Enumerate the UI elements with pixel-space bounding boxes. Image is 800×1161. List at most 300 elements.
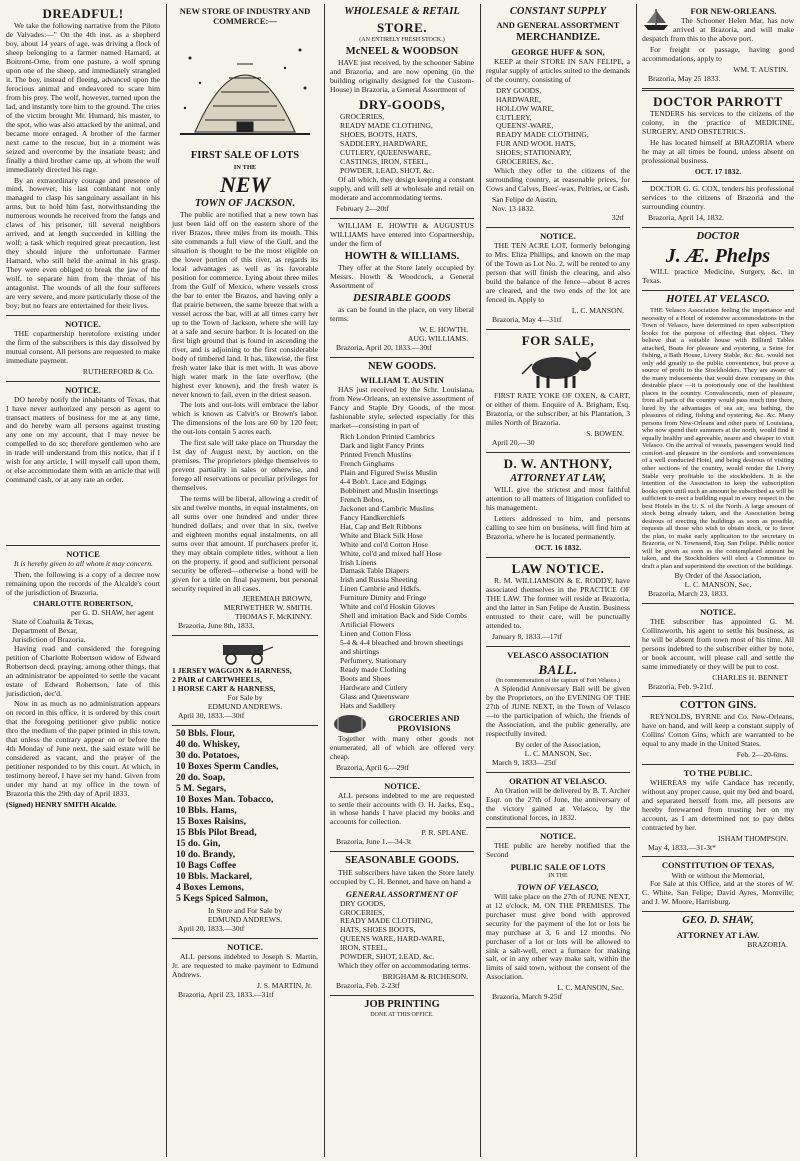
parrott-date: OCT. 17 1832.	[694, 166, 742, 176]
howth-signature-2: AUG. WILLIAMS.	[408, 334, 468, 344]
divider	[330, 777, 474, 778]
cotton-gins-ad	[642, 700, 794, 760]
provisions-footer: In Store and For Sale by	[207, 906, 283, 916]
lots-signature-2: MERIWETHER W. SMITH.	[223, 603, 312, 613]
anthony-body: WILL give the strictest and most faithful attention to all matters of litigation confided to his management.	[486, 485, 630, 513]
column-2	[168, 4, 322, 1157]
divider	[642, 181, 794, 182]
lots-body-2: The lots and out-lots will embrace the labor which is known as Calvit's or Brown's labor. The dimensions of the lots are 60 by 120 feet; the out-lots contain 5 acres each.	[172, 400, 318, 437]
divider	[330, 218, 474, 219]
divider	[486, 227, 630, 228]
howth-date: Brazoria, April 20, 1833.—30tf	[336, 343, 432, 353]
wagon-line-3: 1 HORSE CART & HARNESS,	[172, 684, 276, 694]
column-rule	[166, 4, 167, 1157]
constitution-title: CONSTITUTION OF TEXAS,	[661, 860, 775, 871]
shaw-location: BRAZORIA.	[747, 939, 788, 949]
wholesale-goods-item: CASTINGS, IRON, STEEL,	[340, 157, 428, 167]
ten-acre-body: THE TEN ACRE LOT, formerly belonging to Mrs. Eliza Phillips, and known on the map of the Town as Lot No. 2, will be rented to any person that will finish the clearing, and also build the balance of the fence—about 8 acres are cleared, and the two ends of the lot are fenced in. Apply to	[486, 240, 630, 304]
jackson-lots-ad	[172, 150, 318, 631]
constant-supply-item: QUEENS'-WARE,	[496, 121, 554, 131]
dreadful-title: DREADFUL!	[42, 6, 124, 21]
lots-signature-3: THOMAS F. McKINNY.	[235, 612, 312, 622]
notice-3-loc-1: State of Coahuila & Texas,	[12, 616, 94, 626]
notice-3	[6, 549, 160, 810]
new-goods-item: Printed French Muslins	[340, 450, 412, 460]
constant-supply-date-1: San Felipe de Austin,	[492, 195, 557, 205]
seasonable-list	[330, 900, 474, 963]
new-goods-item: Perfumery, Stationary	[340, 656, 407, 665]
public-lots-ad	[486, 831, 630, 1002]
seasonable-item: GROCERIES,	[340, 907, 385, 917]
hotel-velasco-order: By Order of the Association,	[674, 571, 762, 581]
new-orleans-title: FOR NEW-ORLEANS.	[690, 6, 777, 16]
new-goods-item: Damask Table Diapers	[340, 566, 409, 576]
column-rule	[636, 4, 637, 1157]
to-the-public-body: WHEREAS my wife Candace has recently, without any proper cause, quit my bed and board, and separated herself from me, all persons are hereby forewarned from trusting her on my account, as I am determined not to pay debts contracted by her.	[642, 777, 794, 832]
new-goods-item: White and col'd Cotton Hose	[340, 539, 428, 549]
divider	[642, 88, 794, 91]
for-sale-signature: S. BOWEN.	[586, 428, 624, 438]
velasco-ball-body: A Splendid Anniversary Ball will be given by the Proprietors, on the EVENING OF THE 27th of JUNE NEXT, in the Town of Velasco—to the participation of which, the friends of the Association, and the public generally, are respectfully invited.	[486, 684, 630, 739]
howth-williams-ad	[330, 222, 474, 353]
new-goods-item: Glass and Queensware	[340, 691, 410, 701]
notice-3-body-3: Now in as much as no administration appears on record in this office, it is ordered by this court that the foregoing petitioner give public notice thro the medium of the paper printed in this town, that unless the contrary appear on or before the 4th Monday of June next, the said estate will be considered as vacant, and the prayer of the petitioner responded to by this court. At which, in testimony hereof, I have set my hand. Given from under my hand at my office in the town of Brazoria this the 29th day of April 1833.	[6, 699, 160, 798]
to-the-public-signature: ISHAM THOMPSON.	[718, 833, 788, 843]
divider	[642, 696, 794, 697]
to-the-public-title: TO THE PUBLIC.	[683, 767, 753, 778]
notice-1	[6, 319, 160, 377]
splane-notice-date: Brazoria, June 1.—34-3t	[336, 837, 412, 847]
wholesale-title-1: WHOLESALE & RETAIL	[344, 6, 460, 17]
divider	[642, 603, 794, 604]
notice-1-signature: RUTHERFORD & Co.	[82, 366, 154, 376]
public-lots-in: IN THE	[548, 872, 568, 879]
divider	[330, 995, 474, 996]
cotton-gins-body: REYNOLDS, BYRNE and Co. New-Orleans, have on hand, and will keep a constant supply of Collins' Cotton Gins, which are warranted to be equal to any made in the United States.	[642, 712, 794, 748]
dreadful-body-2: By an extraordinary courage and presence of mind, however, his last combatant not only managed to clasp his sanguinary assailant in his arms, but to hold him fast, notwithstanding the numerous wounds he received from the fangs and claws of his prisoner, till several neighbors arrived, and at length succeeded in killing the wolf; a task which required great precaution, lest they should injure the unfortunate Farmer Hamard, who still held the animal in his grasp. They were even obliged to break the jaw of the wolf, to separate him from the throat of his antagonist. The wounds of all the four sufferers are very severe, and more particularly those of the boy; but no fears are entertained for their lives.	[6, 175, 160, 310]
wholesale-goods-item: READY MADE CLOTHING,	[340, 121, 433, 131]
seasonable-signature: BRIGHAM & RICHESON.	[382, 972, 468, 982]
new-goods-item: White and Black Silk Hose	[340, 530, 423, 540]
seasonable-item: READY MADE CLOTHING,	[340, 916, 433, 926]
divider	[486, 646, 630, 647]
for-sale-ad	[486, 333, 630, 448]
notice-2	[6, 385, 160, 486]
phelps-ad	[642, 231, 794, 286]
martin-notice	[172, 942, 318, 1000]
notice-3-loc-2: Department of Bexar,	[12, 625, 78, 635]
job-printing-title: JOB PRINTING	[364, 999, 440, 1011]
velasco-ball-title-2: BALL.	[538, 661, 578, 677]
divider	[486, 557, 630, 558]
constant-supply-num: 32tf	[611, 212, 624, 222]
velasco-ball-date: March 9, 1833—25tf	[492, 758, 557, 767]
law-notice-date: January 8, 1833.—17tf	[492, 632, 563, 641]
wagon-line-4: For Sale by	[227, 693, 263, 703]
splane-notice-signature: P. R. SPLANE.	[421, 828, 468, 838]
barrel-icon	[330, 713, 370, 735]
divider	[642, 290, 794, 291]
new-goods-item: Plain and Figured Swiss Muslin	[340, 467, 438, 477]
divider	[6, 315, 160, 316]
provisions-item: 10 Bbls. Mackarel,	[176, 872, 252, 883]
cotton-gins-date: Feb. 2—20-6ms.	[736, 749, 788, 759]
seasonable-item: HATS, SHOES BOOTS,	[340, 925, 416, 935]
wholesale-firm: McNEEL & WOODSON	[345, 45, 459, 57]
lots-body-3: The first sale will take place on Thursday the 1st day of August next, by auction, on the premises. The proprietors pledge themselves to prevent partiality in sales or otherwise, and forego all reservations or peculiar privileges for themselves.	[172, 438, 318, 493]
new-orleans-signature: WM. T. AUSTIN.	[733, 64, 788, 74]
ten-acre-notice	[486, 231, 630, 325]
lots-title-2: IN THE	[233, 164, 257, 172]
constant-supply-item: HARDWARE,	[496, 94, 541, 104]
new-goods-item: Jackonet and Cambric Muslins	[340, 503, 434, 513]
howth-firm: HOWTH & WILLIAMS.	[344, 250, 460, 262]
cox-date: Brazoria, April 14, 1832.	[648, 212, 724, 222]
new-orleans-body: The Schooner Helen Mar, has now arrived at Brazoria, and will make despatch from this to the above port.	[642, 16, 794, 43]
ship-icon	[642, 7, 670, 31]
provisions-item: 5 Kegs Spiced Salmon,	[176, 894, 268, 905]
lots-body-4: The terms will be liberal, allowing a credit of six and twelve months, in equal instalments, on all sums over one hundred and under three hundred dollars; and over that in six, twelve and eighteen months equal instalments, on all sums over that amount. If purchasers prefer it, they may obtain complete titles, without a lien on the property, if good and sufficient personal security be offered—otherwise a bond will be given for a title on final payment, but personal security required in all cases.	[172, 493, 318, 593]
lots-title-3: NEW	[219, 172, 271, 198]
public-lots-title-3: TOWN OF VELASCO,	[517, 881, 599, 892]
constant-supply-item: DRY GOODS,	[496, 85, 542, 95]
parrott-body: TENDERS his services to the citizens of the colony, in the practice of MEDICINE, SURGERY, AND OBSTETRICS.	[642, 109, 794, 136]
velasco-ball-ad	[486, 650, 630, 768]
constant-supply-date-2: Nov. 13 1832.	[492, 204, 535, 214]
bennet-notice-body: THE subscriber has appointed G. M. Collinsworth, his agent to settle his business, as he will be absent from town most of his time. All persons indebted to the subscriber either by note, or book account, will please call and settle the same immediately or they will be put to cost.	[642, 617, 794, 671]
beehive-illustration	[175, 28, 315, 146]
column-rule	[480, 4, 481, 1157]
new-goods-item: White and col'd Hoskin Gloves	[340, 602, 436, 612]
new-goods-list	[330, 433, 474, 711]
martin-notice-title: NOTICE.	[227, 942, 263, 953]
divider	[486, 329, 630, 330]
anthony-ad	[486, 456, 630, 553]
anthony-body-2: Letters addressed to him, and persons calling to see him on business, will find him at Brazoria, where he is located permanently.	[486, 514, 630, 542]
provisions-item: 15 Boxes Raisins,	[176, 817, 246, 828]
martin-notice-body: ALL persons indebted to Joseph S. Martin, Jr. are requested to make payment to Edmund Andrews.	[172, 952, 318, 980]
lots-title-1: FIRST SALE OF LOTS	[190, 150, 300, 162]
new-goods-item: Bobbinett and Muslin Insertings	[340, 485, 439, 495]
hotel-velasco-body: THE Velasco Association feeling the importance and necessity of a Hotel of extensive accommodations in the Town of Velasco, have determined to open subscription books for the purpose of effecting that object. They believe that a suitable house with Billiard Tables attached, Boats for pleasure and oystering, a Seine for fishing, a Bath House, Livery Stable, &c. &c. would not only add greatly to the public convenience, but prove a source of profit to the Stockholders. They are aware of the many inducements that would draw company to this desirable place —it is notoriously one of the healthiest places in the country. Convalescents, men of pleasure, from all parts of the country would pass much time there, lured by the advantages of sea air, sea bathing, the pleasures of riding, fishing and oystering, &c. &c. Many persons from New-Orleans and other parts of Louisiana, who now spend their summers at the north, would find it equally healthy and agreeable, nearer and cheaper to visit Velasco. On the arrival of vessels, passengers would find comfort and pleasure in the comforts and conveniences of a well conducted Hotel, and being desirous of visiting other sections of the country, would render the Livery Stable very profitable to the stockholders. It is the intention of the Association to keep the subscription books open until such an amount be subscribed as will be sufficient to erect a building equal in every respect to the best Hotels in the U. S. of the North. A large amount of stock being already taken, and the Association being desirous of erecting the buildings as soon as possible, requests all those who wish to obtain stock, or to favor the plan, to make early application to the secretary in Brazoria, or N. Townsend, Esq. San Felipe. Public notice will be given as soon as the contemplated amount be taken, and the Stockholders will elect a Committee to draft a plan and superintend the erection of the buildings.	[642, 307, 794, 570]
phelps-title-1: DOCTOR	[696, 230, 740, 242]
provisions-item: 10 Bags Coffee	[176, 861, 237, 872]
wholesale-goods-item: SHOES, BOOTS, HATS,	[340, 130, 418, 140]
wagon-signature: EDMUND ANDREWS.	[207, 702, 283, 712]
constitution-subtitle: With or without the Memorial,	[671, 870, 765, 880]
divider	[486, 772, 630, 773]
provisions-item: 15 do. Gin,	[176, 839, 221, 850]
shaw-subtitle: ATTORNEY AT LAW.	[676, 929, 760, 940]
splane-notice-body: ALL persons indebted to me are requested to settle their accounts with O. H. Jacks, Esq., in whose hands I have placed my books and accounts for collection.	[330, 790, 474, 827]
ox-illustration	[518, 350, 598, 390]
new-goods-item: Shell and imitation Back and Side Combs	[340, 611, 467, 621]
seasonable-body-2: Which they offer on accommodating terms.	[338, 961, 471, 971]
new-goods-body-2: Together with many other goods not enumerated, all of which are offered very cheap.	[330, 733, 474, 761]
constant-supply-title-2: AND GENERAL ASSORTMENT	[496, 20, 620, 31]
seasonable-item: QUEENS WARE, HARD-WARE,	[340, 934, 445, 944]
notice-3-lead: It is hereby given to all whom it may concern.	[14, 559, 153, 569]
new-goods-body: HAS just received by the Schr. Louisiana, from New-Orleans, an extensive assortment of Fancy and Staple Dry Goods, of the most fashionable style, selected especially for this market—consisting in part of	[330, 385, 474, 431]
divider	[172, 635, 318, 636]
provisions-item: 10 do. Brandy,	[176, 850, 236, 861]
public-lots-signature: L. C. MANSON, Sec.	[557, 983, 624, 993]
wholesale-goods-item: GROCERIES,	[340, 112, 385, 122]
new-goods-item: Artificial Flowers	[340, 620, 395, 630]
wagon-line-2: 2 PAIR of CARTWHEELS,	[172, 675, 262, 685]
wholesale-goods-item: SADDLERY, HARDWARE,	[340, 139, 428, 149]
constant-supply-body-2: Which they offer to the citizens of the surrounding country, at reasonable prices, for Cows and Calves, Bees'-wax, Peltries, or Cash.	[486, 166, 630, 194]
for-sale-title: FOR SALE,	[521, 332, 595, 348]
cox-body: DOCTOR G. G. COX, tenders his professional services to the citizens of Brazoria and the surrounding country.	[642, 183, 794, 211]
hotel-velasco-date: Brazoria, March 23, 1833.	[648, 589, 729, 599]
for-sale-date: April 20.—30	[492, 437, 535, 447]
wholesale-goods-list	[330, 113, 474, 176]
new-goods-name: WILLIAM T. AUSTIN	[360, 375, 444, 386]
bennet-notice	[642, 607, 794, 692]
ten-acre-signature: L. C. MANSON.	[571, 305, 624, 315]
anthony-title: D. W. ANTHONY,	[503, 455, 613, 471]
seasonable-item: IRON, STEEL,	[340, 943, 388, 953]
ten-acre-date: Brazoria, May 4—31tf	[492, 314, 562, 324]
velasco-ball-signature: L. C. MANSON, Sec.	[524, 749, 592, 759]
constant-supply-list	[486, 87, 630, 168]
constant-supply-item: HOLLOW WARE,	[496, 103, 554, 113]
wholesale-body: HAVE just received, by the schooner Sabine and Brazoria, and are now opening (in the building originally designed for the Custom-House) in Brazoria, a General Assortment of	[330, 58, 474, 95]
wagon-date: April 30, 1833.—30tf	[178, 711, 245, 721]
job-printing-subtitle: DONE AT THIS OFFICE.	[370, 1012, 434, 1019]
seasonable-title: SEASONABLE GOODS.	[345, 855, 459, 867]
hotel-velasco-title: HOTEL AT VELASCO.	[666, 293, 770, 305]
public-lots-title: NOTICE.	[540, 830, 576, 841]
new-goods-date: Brazoria, April 6.—29tf	[336, 762, 409, 772]
notice-3-body-2: Having read and considered the foregoing petition of Charlotte Robertson widow of Edward Robertson decd. praying, among other things, that an administrator be appointed to settle the vacant estate of Edward Robertson, late of this jurisdiction, dec'd.	[6, 643, 160, 698]
wagon-illustration	[215, 639, 275, 665]
seasonable-goods-ad	[330, 855, 474, 991]
constitution-ad	[642, 860, 794, 907]
column-1	[2, 4, 164, 1157]
new-orleans-ad	[642, 6, 794, 84]
column-4	[482, 4, 634, 1157]
new-goods-groceries: GROCERIES AND PROVISIONS	[388, 712, 460, 733]
notice-3-title: NOTICE	[66, 549, 100, 560]
for-sale-body: FIRST RATE YOKE OF OXEN, & CART, or either of them. Enquire of A. Brigham, Esq. Brazoria, or the subscriber, at his Plantation, 3 miles North of Brazoria.	[486, 390, 630, 427]
velasco-ball-subtitle: (In commemoration of the capture of Fort Velasco.)	[496, 678, 620, 685]
wholesale-goods-item: CUTLERY, QUEENSWARE,	[340, 148, 431, 158]
constant-supply-ad	[486, 6, 630, 223]
column-5	[638, 4, 798, 1157]
wholesale-subtitle: (AN ENTIRELY FRESH STOCK.)	[359, 36, 445, 43]
lots-date: Brazoria, June 8th, 1833.	[178, 621, 255, 631]
divider	[6, 545, 160, 546]
anthony-title-2: ATTORNEY AT LAW,	[510, 472, 606, 484]
cotton-gins-title: COTTON GINS.	[679, 699, 757, 711]
new-goods-item: Furniture Dimity and Fringe	[340, 593, 427, 603]
divider	[6, 381, 160, 382]
notice-3-body: Then, the following is a copy of a decree now remaining upon the records of the Alcalde's court of the jurisdiction of Brazoria.	[6, 570, 160, 598]
oration-title: ORATION AT VELASCO.	[509, 775, 607, 786]
seasonable-item: DRY GOODS,	[340, 898, 386, 908]
new-goods-item: French Bobos,	[340, 494, 385, 504]
lots-title-4: TOWN OF JACKSON.	[194, 198, 296, 210]
hotel-velasco-signature: L. C. MANSON, Sec.	[684, 580, 752, 590]
new-goods-item: 5-4 & 4-4 bleached and brown sheetings and shirtings	[340, 638, 464, 657]
seasonable-date: Brazoria, Feb. 2-23tf	[336, 981, 400, 991]
constant-supply-title-3: MERCHANDIZE.	[516, 32, 600, 44]
ten-acre-title: NOTICE.	[540, 230, 576, 241]
notice-1-body: THE copartnership heretofore existing under the firm of the subscribers is this day dissolved by mutual consent. All persons are requested to make immediate payment.	[6, 328, 160, 365]
new-goods-item: Hardware and Cutlery	[340, 682, 408, 692]
provisions-item: 10 Boxes Man. Tobacco,	[176, 795, 274, 806]
to-the-public-date: May 4, 1833.—31-3t*	[648, 842, 716, 852]
wholesale-goods-title: DRY-GOODS,	[358, 96, 446, 112]
splane-notice-title: NOTICE.	[384, 780, 420, 791]
provisions-item: 30 do. Potatoes,	[176, 751, 240, 762]
dreadful-body: We take the following narrative from the Piloto de Valvades:—" On the 4th inst. as a shepherd boy, about 14 years of age, was driving a flock of sheep belonging to a farmer named Hamard, at Boitront-Orne, from one pasture, a wolf sprung upon one of the sheep, and immediately strangled it. The boy, instead of fleeing, advanced upon the ferocious animal and endeavored to scare him from his prey. The wolf, however, turned upon the lad, and instantly tore him to the ground. The cries of the victim brought Mr. Humard, his master, to the spot, who was also attacked by the animal, and became more enraged. A brother of the farmer next came to the rescue, but in a moment was seized and overcome by the insatiate beast; and finally a third brother came up, at whom the wolf immediately directed his rage.	[6, 21, 160, 174]
new-goods-title: NEW GOODS.	[367, 361, 437, 373]
law-notice-ad	[486, 561, 630, 642]
shaw-ad	[642, 915, 794, 949]
seasonable-body: THE subscribers have taken the Store lately occupied by C. H. Bennet, and have on hand a	[330, 867, 474, 886]
bennet-notice-date: Brazoria, Feb. 9-21tf.	[648, 681, 714, 691]
notice-1-title: NOTICE.	[65, 318, 101, 329]
constant-supply-item: SHOES; STATIONARY,	[496, 148, 572, 158]
notice-3-agent: per G. D. SHAW, her agent	[70, 607, 154, 617]
column-rule	[324, 4, 325, 1157]
new-orleans-date: Brazoria, May 25 1833.	[648, 73, 721, 83]
dreadful-article	[6, 6, 160, 311]
new-goods-item: Boots and Shoes	[340, 673, 391, 683]
divider	[642, 856, 794, 857]
seasonable-title-2: GENERAL ASSORTMENT OF	[345, 888, 459, 899]
new-goods-item: Dark and light Fancy Prints	[340, 441, 424, 451]
velasco-ball-title-1: VELASCO ASSOCIATION	[507, 649, 609, 660]
divider	[330, 851, 474, 852]
new-goods-item: Hats and Saddlery	[340, 700, 396, 710]
parrott-title: DOCTOR PARROTT	[653, 93, 783, 109]
divider	[642, 764, 794, 765]
oration-ad	[486, 776, 630, 823]
column-3	[326, 4, 478, 1157]
martin-notice-signature: J. S. MARTIN, Jr.	[256, 980, 312, 990]
divider	[642, 911, 794, 912]
howth-goods: DESIRABLE GOODS	[353, 292, 451, 304]
provisions-item: 4 Boxes Lemons,	[176, 883, 244, 894]
provisions-date: April 20, 1833.—30tf	[178, 924, 245, 934]
constant-supply-item: FUR AND WOOL HATS,	[496, 139, 576, 149]
martin-notice-date: Brazoria, April 23, 1833.—31tf	[178, 989, 274, 999]
constant-supply-body: KEEP at their STORE IN SAN FELIPE, a regular supply of articles suited to the demands of the country, consisting of	[486, 56, 630, 84]
provisions-item: 5 M. Segars,	[176, 784, 227, 795]
new-goods-item: White, col'd and mixed half Hose	[340, 548, 442, 558]
job-printing-ad	[330, 999, 474, 1019]
public-lots-body-2: Will take place on the 27th of JUNE NEXT, at 12 o'clock, M. ON THE PREMISES. The purchaser must give bond with approved security for the payment of the lot or lots he may purchase at 3, 6 and 12 months. No purchaser of a lot or lots will be allowed to sink a salt-well, erect a furnace for making salt, or in any other way make salt, within the limits of said town, without the consent of the Association.	[486, 891, 630, 982]
lots-signature-1: JEREMIAH BROWN,	[242, 594, 312, 604]
hotel-velasco-ad	[642, 294, 794, 599]
new-store-ad	[172, 6, 318, 146]
new-goods-item: 4-4 Bob't. Lace and Edgings	[340, 476, 427, 486]
notice-3-loc-3: Jurisdiction of Brazoria.	[12, 634, 86, 644]
divider	[486, 452, 630, 453]
shaw-title: GEO. D. SHAW,	[682, 915, 754, 927]
public-lots-body: THE public are hereby notified that the Second	[486, 840, 630, 859]
constant-supply-item: READY MADE CLOTHING,	[496, 130, 589, 140]
phelps-body: WILL practice Medicine, Surgery, &c. in Texas.	[642, 266, 794, 285]
wholesale-title-2: STORE.	[376, 20, 428, 36]
wholesale-body-2: Of all which, they design keeping a constant supply, and will sell at wholesale and retail on moderate and accommodating terms.	[330, 174, 474, 202]
phelps-title-2: J. Æ. Phelps	[665, 244, 771, 267]
new-goods-item: Rich London Printed Cambrics	[340, 432, 435, 442]
new-goods-item: French Ginghams	[340, 459, 395, 469]
new-orleans-body-2: For freight or passage, having good accommodations, apply to	[642, 44, 794, 63]
constant-supply-item: GROCERIES, &c.	[496, 157, 554, 167]
seasonable-item: POWDER, SHOT, LEAD, &c.	[340, 952, 435, 962]
provisions-item: 20 do. Soap,	[176, 773, 226, 784]
new-goods-item: Hat, Cap and Belt Ribbons	[340, 521, 422, 531]
divider	[172, 725, 318, 726]
parrott-body-2: He has located himself at BRAZORIA where he may at all times be found, unless absent on professional business.	[642, 137, 794, 165]
bennet-notice-title: NOTICE.	[700, 607, 736, 618]
howth-body-2: They offer at the Store lately occupied by Messrs. Howth & Woodcock, a General Assortment of	[330, 263, 474, 290]
provisions-item: 10 Bbls. Hams,	[176, 806, 237, 817]
constant-supply-item: CUTLERY,	[496, 112, 532, 122]
provisions-item: 15 Bbls Pilot Bread,	[176, 828, 257, 839]
bennet-notice-signature: CHARLES H. BENNET	[712, 672, 788, 682]
parrott-ad	[642, 94, 794, 177]
divider	[486, 827, 630, 828]
new-goods-item: Linen and Cotton Floss	[340, 629, 412, 639]
provisions-ad	[172, 729, 318, 934]
oration-body: An Oration will be delivered by B. T. Archer Esqr. on the 27th of June, the anniversary of the victory gained at Velasco, by the constitutional forces, in 1832.	[486, 785, 630, 822]
wagon-line-1: 1 JERSEY WAGGON & HARNESS,	[172, 666, 292, 676]
divider	[642, 227, 794, 228]
howth-signature-1: W. E. HOWTH.	[419, 325, 468, 335]
divider	[172, 938, 318, 939]
public-lots-title-2: PUBLIC SALE OF LOTS	[510, 861, 606, 872]
new-goods-item: Irish and Russia Sheeting	[340, 575, 418, 585]
provisions-list	[176, 729, 318, 905]
new-goods-item: Linen Cambrie and Hdkfs.	[340, 584, 421, 594]
new-store-title: NEW STORE OF INDUSTRY AND COMMERCE:—	[179, 6, 311, 27]
constitution-body: For Sale at this Office, and at the stores of W. C. White, San Felipe; David Ayres, Montville; and J. W. Moore, Harrisburg.	[642, 879, 794, 907]
anthony-date: OCT. 16 1832.	[534, 543, 582, 552]
cox-ad	[642, 185, 794, 223]
notice-3-signature: (Signed) HENRY SMITH Alcalde.	[6, 799, 117, 809]
law-notice-body: R. M. WILLIAMSON & E. RODDY, have associated themselves in the PRACTICE OF THE LAW. The former will reside at Brazoria, and the latter in San Felipe de Austin. Business entrusted to their care, will be punctually attended to.	[486, 576, 630, 631]
new-goods-item: Irish Linens	[340, 557, 377, 567]
new-goods-item: Ready made Clothing	[340, 664, 407, 674]
wholesale-ad	[330, 6, 474, 214]
law-notice-title: LAW NOTICE.	[511, 560, 605, 576]
constant-supply-firm: GEORGE HUFF & SON,	[511, 46, 605, 57]
provisions-item: 50 Bbls. Flour,	[176, 729, 235, 739]
howth-body-3: as can be found in the place, on very liberal terms.	[330, 305, 474, 324]
notice-2-body: DO hereby notify the inhabitants of Texas, that I have never authorized any person as agent to transact matters of business for me at any time, and do hereby warn all persons against trusting any one on my account, that I may never be compelled to do so; therefore gentlemen who are in trade will understand from this notice, that if I wish for any article, I will myself call upon them, or else accommodate them with an article that will command cash, or at any rate an order.	[6, 394, 160, 485]
provisions-signature: EDMUND ANDREWS.	[207, 915, 283, 925]
splane-notice	[330, 781, 474, 848]
wholesale-date: February 2—20tf	[336, 203, 389, 213]
lots-body-1: The public are notified that a new town has just been laid off on the eastern shore of the river Brazos, three miles from its mouth. This site commands a full view of the Gulf, and the situation is thought to be the most eligible on the lower portion of this river, as regards its local advantages as well as its favorable position for commerce. Lying about three miles from the Gulf of Mexico, where vessels cross the bar to enter the Brazos, and having only a flat prairie between, the same breeze that with a vessel across the bar, will at all times carry her up to the Town of Jackson, where she will lay at a safe and secure harbor. It is located on the first high ground that is found in ascending the river, and is adjoining to the first considerable body of timbered land. It has, likewise, the first fresh water lake that is met with. It was above high water mark in the late overflow, (the highest ever known), and the fresh water is never known to fail, even in the driest season.	[172, 210, 318, 399]
notice-2-title: NOTICE.	[65, 384, 101, 395]
wholesale-goods-item: POWDER, LEAD, SHOT, &c.	[340, 166, 435, 176]
new-goods-ad	[330, 361, 474, 773]
divider	[330, 357, 474, 358]
wagon-ad	[172, 639, 318, 721]
provisions-item: 10 Boxes Sperm Candles,	[176, 762, 279, 773]
notice-3-name: CHARLOTTE ROBERTSON,	[33, 598, 133, 608]
constant-supply-title-1: CONSTANT SUPPLY	[509, 6, 607, 17]
to-the-public-ad	[642, 768, 794, 853]
